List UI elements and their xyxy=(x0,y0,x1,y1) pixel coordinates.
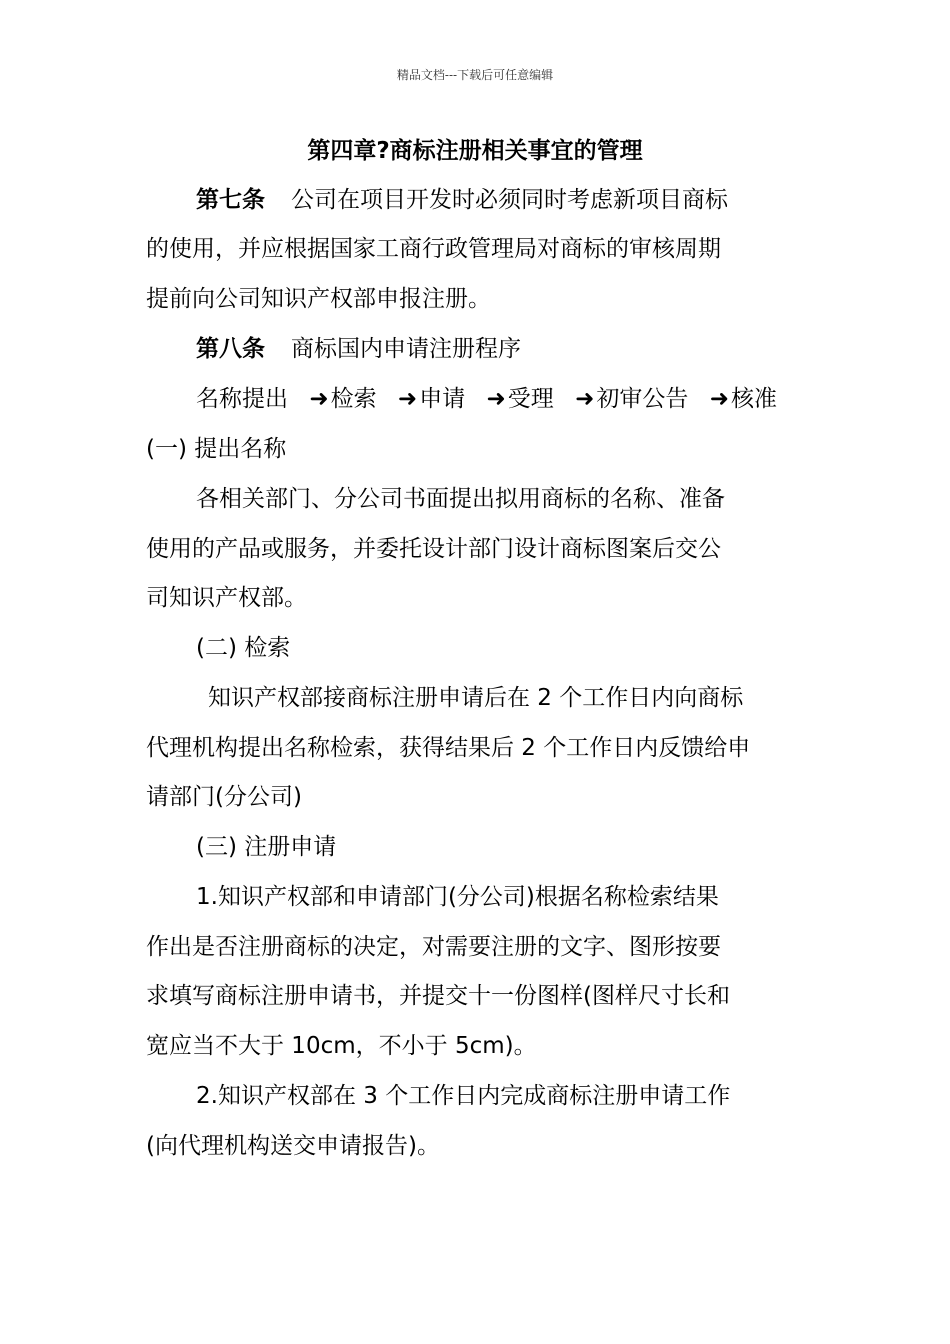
flow-step: 核准 xyxy=(730,386,777,412)
arrow-icon: ➜ xyxy=(575,386,595,412)
section3-item2-line-2: (向代理机构送交申请报告)。 xyxy=(146,1133,440,1159)
chapter-title: 第四章?商标注册相关事宜的管理 xyxy=(307,138,643,164)
flow-step: 初审公告 xyxy=(596,386,689,412)
flow-step: 检索 xyxy=(330,386,377,412)
section3-item2-line-1: 2.知识产权部在 3 个工作日内完成商标注册申请工作 xyxy=(196,1083,731,1109)
section1-line-1: 各相关部门、分公司书面提出拟用商标的名称、准备 xyxy=(196,486,725,512)
page-header: 精品文档---下载后可任意编辑 xyxy=(396,68,554,82)
section3-item1-line-1: 1.知识产权部和申请部门(分公司)根据名称检索结果 xyxy=(196,884,719,910)
article8-text: 商标国内申请注册程序 xyxy=(291,336,521,362)
section2-line-3: 请部门(分公司) xyxy=(146,784,302,810)
article8-label: 第八条 xyxy=(196,336,265,362)
article8-line xyxy=(196,333,521,365)
flow-step: 申请 xyxy=(419,386,466,412)
section3-item1-line-3: 求填写商标注册申请书，并提交十一份图样(图样尺寸长和 xyxy=(146,983,730,1009)
article7-line-3: 提前向公司知识产权部申报注册。 xyxy=(146,286,491,312)
article7-label: 第七条 xyxy=(196,187,265,213)
section2-line-2: 代理机构提出名称检索，获得结果后 2 个工作日内反馈给申 xyxy=(146,735,751,761)
procedure-flow xyxy=(196,383,777,415)
arrow-icon: ➜ xyxy=(709,386,729,412)
section2-heading: (二) 检索 xyxy=(196,635,291,661)
article7-line-1 xyxy=(196,184,728,216)
arrow-icon: ➜ xyxy=(486,386,506,412)
article7-line-2: 的使用，并应根据国家工商行政管理局对商标的审核周期 xyxy=(146,236,721,262)
section2-line-1: 知识产权部接商标注册申请后在 2 个工作日内向商标 xyxy=(208,685,744,711)
flow-step: 受理 xyxy=(507,386,554,412)
section3-heading: (三) 注册申请 xyxy=(196,834,337,860)
arrow-icon: ➜ xyxy=(397,386,418,412)
flow-step: 名称提出 xyxy=(196,386,288,412)
section1-heading: (一) 提出名称 xyxy=(146,436,287,462)
arrow-icon: ➜ xyxy=(309,386,329,412)
section1-line-2: 使用的产品或服务，并委托设计部门设计商标图案后交公 xyxy=(146,536,721,562)
section3-item1-line-2: 作出是否注册商标的决定，对需要注册的文字、图形按要 xyxy=(146,934,721,960)
section3-item1-line-4: 宽应当不大于 10cm，不小于 5cm)。 xyxy=(146,1033,537,1059)
section1-line-3: 司知识产权部。 xyxy=(146,585,307,611)
article7-text-1: 公司在项目开发时必须同时考虑新项目商标 xyxy=(291,187,728,213)
